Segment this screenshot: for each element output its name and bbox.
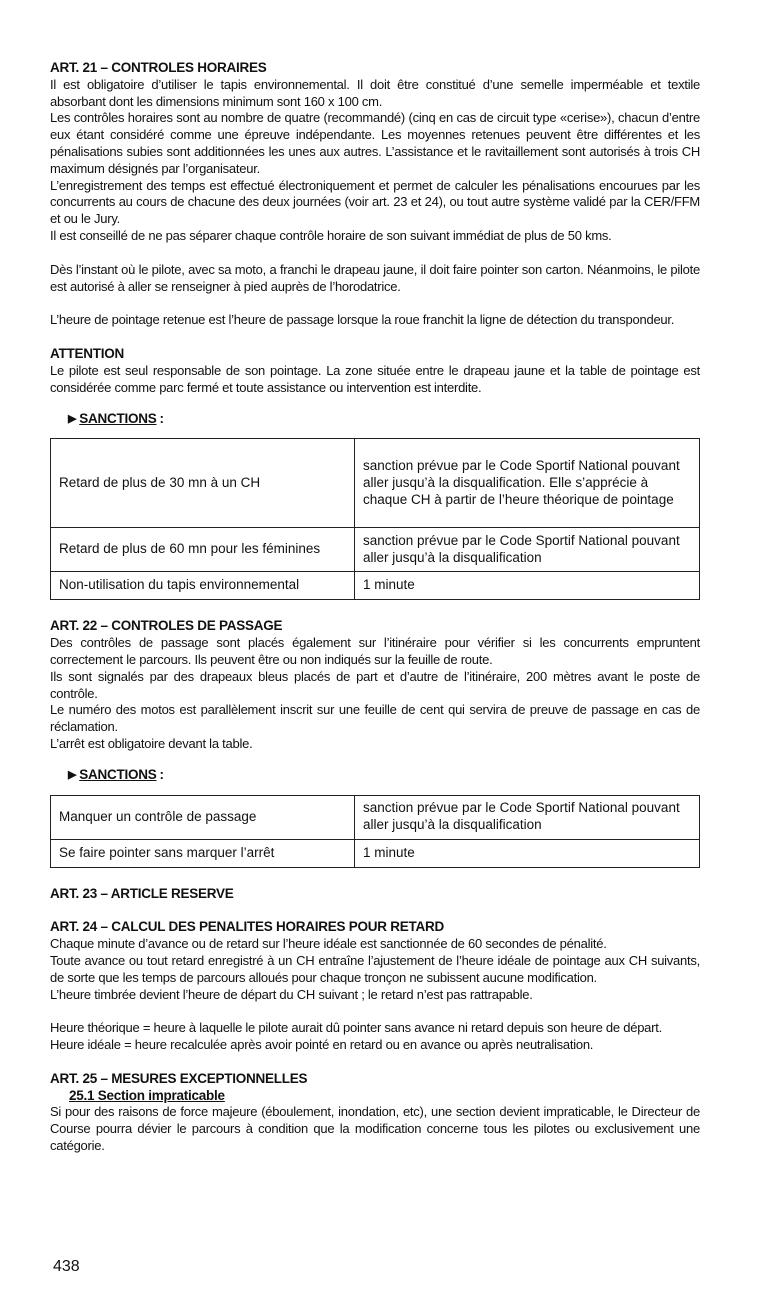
heure-ideale-definition: Heure idéale = heure recalculée après avoir pointé en retard ou en avance ou après neutralisation. [50,1037,594,1053]
table-row [51,572,700,600]
art24-paragraph: Toute avance ou tout retard enregistré à un CH entraîne l’ajustement de l’heure idéale de pointage aux CH suivants, de sorte que les temps de parcours alloués pour chaque tronçon ne subissent aucune modification. [50,952,700,985]
sanction-cell: sanction prévue par le Code Sportif National pouvant aller jusqu’à la disqualification [355,795,700,839]
art21-paragraph: L’enregistrement des temps est effectué électroniquement et permet de calculer les pénalisations encourues par les concurrents au cours de chacune des deux journées (voir art. 23 et 24), ou tout autre système validé par la CER/FFM et ou le Jury. [50,177,700,227]
infraction-cell: Se faire pointer sans marquer l’arrêt [51,839,355,867]
infraction-cell: Retard de plus de 30 mn à un CH [51,439,355,528]
triangle-bullet-icon: ▶ [68,412,77,425]
attention-text: Le pilote est seul responsable de son pointage. La zone située entre le drapeau jaune et la table de pointage est considérée comme parc fermé et toute assistance ou intervention est interdite. [50,362,700,395]
table-row [51,439,700,528]
art25-title: ART. 25 – MESURES EXCEPTIONNELLES [50,1070,308,1086]
art21-sanctions-table [50,438,700,600]
triangle-bullet-icon: ▶ [68,768,77,781]
table-row [51,795,700,839]
art25-subtitle: 25.1 Section impraticable [69,1087,225,1103]
sanction-cell: 1 minute [355,572,700,600]
heure-theorique-definition: Heure théorique = heure à laquelle le pilote aurait dû pointer sans avance ni retard depuis son heure de départ. [50,1020,662,1036]
attention-title: ATTENTION [50,346,124,362]
art23-title: ART. 23 – ARTICLE RESERVE [50,885,234,901]
sanctions-label: SANCTIONS [79,410,157,426]
art21-paragraph: Il est conseillé de ne pas séparer chaque contrôle horaire de son suivant immédiat de plus de 50 kms. [50,227,612,243]
table-row [51,839,700,867]
infraction-cell: Retard de plus de 60 mn pour les féminines [51,528,355,572]
infraction-cell: Manquer un contrôle de passage [51,795,355,839]
page-number: 438 [53,1258,80,1275]
document-page [50,60,700,1155]
art24-paragraph: Chaque minute d’avance ou de retard sur l’heure idéale est sanctionnée de 60 secondes de pénalité. [50,936,607,952]
art22-paragraph: L’arrêt est obligatoire devant la table. [50,735,253,751]
art22-sanctions-table [50,795,700,868]
art21-heure-paragraph: L’heure de pointage retenue est l’heure de passage lorsque la roue franchit la ligne de détection du transpondeur. [50,312,675,328]
sanction-cell: 1 minute [355,839,700,867]
art25-text: Si pour des raisons de force majeure (éboulement, inondation, etc), une section devient impraticable, le Directeur de Course pourra dévier le parcours à condition que la modification concerne tous les pilotes ou exclusivement une catégorie. [50,1104,700,1154]
infraction-cell: Non-utilisation du tapis environnemental [51,572,355,600]
sanctions-heading [68,411,700,428]
art21-title: ART. 21 – CONTROLES HORAIRES [50,60,267,75]
art22-paragraph: Le numéro des motos est parallèlement inscrit sur une feuille de cent qui servira de preuve de passage en cas de réclamation. [50,702,700,735]
sanctions-label: SANCTIONS [79,766,157,782]
sanctions-colon: : [159,410,164,426]
art21-paragraph: Il est obligatoire d’utiliser le tapis environnemental. Il doit être constitué d’une semelle imperméable et textile absorbant dont les dimensions minimum sont 160 x 100 cm. [50,76,700,109]
art22-paragraph: Des contrôles de passage sont placés également sur l’itinéraire pour vérifier si les concurrents empruntent correctement le parcours. Ils peuvent être ou non indiqués sur la feuille de route. [50,635,700,667]
sanction-cell: sanction prévue par le Code Sportif National pouvant aller jusqu’à la disqualification. Elle s’apprécie à chaque CH à partir de l’heure théorique de pointage [355,439,700,528]
art24-paragraph: L’heure timbrée devient l’heure de départ du CH suivant ; le retard n’est pas rattrapable. [50,986,533,1002]
sanctions-colon: : [159,766,164,782]
art21-pointage-paragraph: Dès l’instant où le pilote, avec sa moto, a franchi le drapeau jaune, il doit faire pointer son carton. Néanmoins, le pilote est autorisé à aller se renseigner à pied auprès de l’horodatrice. [50,261,700,294]
art22-paragraph: Ils sont signalés par des drapeaux bleus placés de part et d’autre de l’itinéraire, 200 mètres avant le poste de contrôle. [50,668,700,701]
art22-title: ART. 22 – CONTROLES DE PASSAGE [50,618,283,634]
sanction-cell: sanction prévue par le Code Sportif National pouvant aller jusqu’à la disqualification [355,528,700,572]
art21-paragraph: Les contrôles horaires sont au nombre de quatre (recommandé) (cinq en cas de circuit type «cerise»), chacun d’entre eux étant considéré comme une épreuve indépendante. Les moyennes retenues peuvent être différentes et les pénalisations subies sont additionnées les unes aux autres. L’assistance et le ravitaillement sont autorisés à trois CH maximum désignés par l’organisateur. [50,110,700,176]
art24-title: ART. 24 – CALCUL DES PENALITES HORAIRES POUR RETARD [50,919,445,935]
sanctions-heading [68,767,700,784]
table-row [51,528,700,572]
